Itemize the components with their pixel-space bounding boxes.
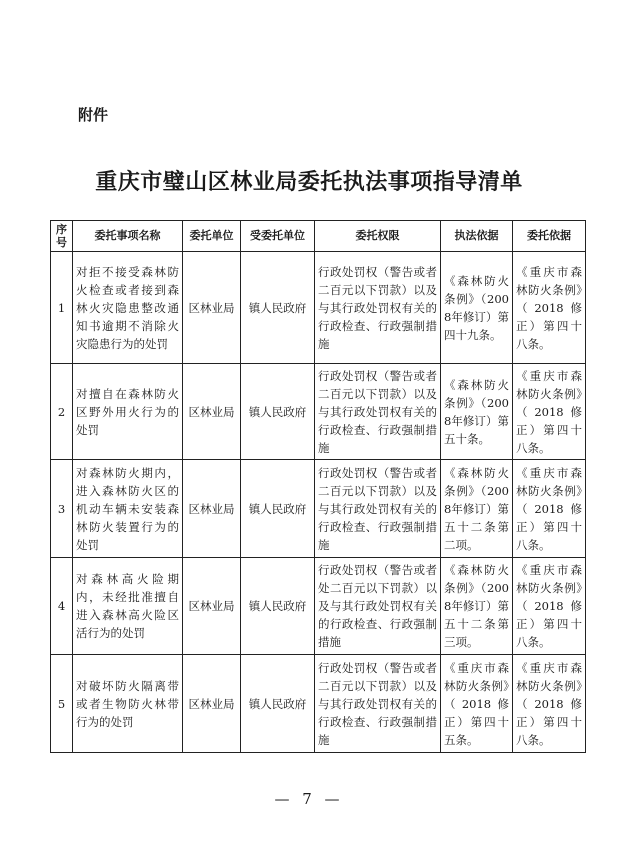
row-entrusted: 镇人民政府 — [241, 655, 315, 753]
row-authority: 行政处罚权（警告或者二百元以下罚款）以及与其行政处罚权有关的行政检查、行政强制措施 — [315, 655, 441, 753]
row-authority: 行政处罚权（警告或者二百元以下罚款）以及与其行政处罚权有关的行政检查、行政强制措施 — [315, 460, 441, 558]
attachment-label: 附件 — [78, 106, 109, 124]
row-entrusted: 镇人民政府 — [241, 252, 315, 364]
row-no: 4 — [51, 558, 73, 655]
header-entrusted: 受委托单位 — [241, 221, 315, 252]
row-law-basis: 《森林防火条例》（2008年修订）第四十九条。 — [441, 252, 513, 364]
row-unit: 区林业局 — [183, 252, 241, 364]
row-entrust-basis: 《重庆市森林防火条例》（2018修正）第四十八条。 — [513, 364, 586, 460]
header-entrust-basis: 委托依据 — [513, 221, 586, 252]
header-unit: 委托单位 — [183, 221, 241, 252]
row-authority: 行政处罚权（警告或者处二百元以下罚款）以及与其行政处罚权有关的行政检查、行政强制措施 — [315, 558, 441, 655]
header-authority: 委托权限 — [315, 221, 441, 252]
row-no: 5 — [51, 655, 73, 753]
row-law-basis: 《森林防火条例》（2008年修订）第五十二条第三项。 — [441, 558, 513, 655]
entrusted-matters-table — [50, 220, 586, 753]
row-authority: 行政处罚权（警告或者二百元以下罚款）以及与其行政处罚权有关的行政检查、行政强制措施 — [315, 252, 441, 364]
row-entrust-basis: 《重庆市森林防火条例》（2018修正）第四十八条。 — [513, 252, 586, 364]
document-title: 重庆市璧山区林业局委托执法事项指导清单 — [95, 169, 523, 195]
row-unit: 区林业局 — [183, 364, 241, 460]
page-number: — 7 — — [274, 790, 344, 808]
row-entrusted: 镇人民政府 — [241, 558, 315, 655]
row-no: 3 — [51, 460, 73, 558]
row-entrusted: 镇人民政府 — [241, 364, 315, 460]
row-entrust-basis: 《重庆市森林防火条例》（2018修正）第四十八条。 — [513, 460, 586, 558]
row-law-basis: 《森林防火条例》（2008年修订）第五十条。 — [441, 364, 513, 460]
row-item: 对森林高火险期内，未经批准擅自进入森林高火险区活行为的处罚 — [73, 558, 183, 655]
row-entrust-basis: 《重庆市森林防火条例》（2018修正）第四十八条。 — [513, 655, 586, 753]
header-item: 委托事项名称 — [73, 221, 183, 252]
row-item: 对破坏防火隔离带或者生物防火林带行为的处罚 — [73, 655, 183, 753]
row-authority: 行政处罚权（警告或者二百元以下罚款）以及与其行政处罚权有关的行政检查、行政强制措施 — [315, 364, 441, 460]
row-item: 对擅自在森林防火区野外用火行为的处罚 — [73, 364, 183, 460]
row-item: 对森林防火期内，进入森林防火区的机动车辆未安装森林防火装置行为的处罚 — [73, 460, 183, 558]
table-row — [51, 558, 586, 655]
row-unit: 区林业局 — [183, 558, 241, 655]
header-no: 序号 — [51, 221, 73, 252]
table-header-row — [51, 221, 586, 252]
row-entrust-basis: 《重庆市森林防火条例》（2018修正）第四十八条。 — [513, 558, 586, 655]
table-row — [51, 252, 586, 364]
table-row — [51, 364, 586, 460]
row-law-basis: 《森林防火条例》（2008年修订）第五十二条第二项。 — [441, 460, 513, 558]
row-entrusted: 镇人民政府 — [241, 460, 315, 558]
row-unit: 区林业局 — [183, 655, 241, 753]
header-law-basis: 执法依据 — [441, 221, 513, 252]
row-no: 1 — [51, 252, 73, 364]
table-row — [51, 460, 586, 558]
row-item: 对拒不接受森林防火检查或者接到森林火灾隐患整改通知书逾期不消除火灾隐患行为的处罚 — [73, 252, 183, 364]
table-row — [51, 655, 586, 753]
row-law-basis: 《重庆市森林防火条例》（2018修正）第四十五条。 — [441, 655, 513, 753]
row-no: 2 — [51, 364, 73, 460]
row-unit: 区林业局 — [183, 460, 241, 558]
